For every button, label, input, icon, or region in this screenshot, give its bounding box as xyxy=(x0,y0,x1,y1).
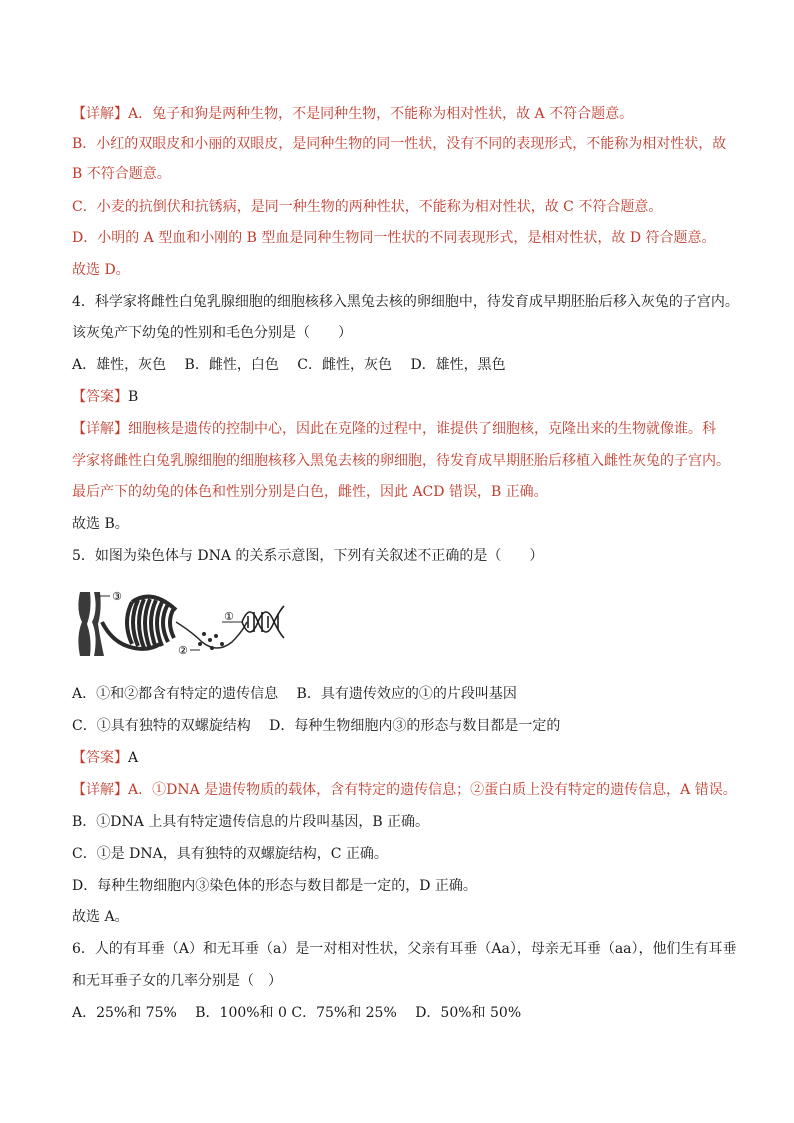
answer-value: B xyxy=(128,389,139,405)
double-helix xyxy=(242,606,284,638)
label-2: ② xyxy=(178,644,188,657)
text-line xyxy=(72,260,130,280)
line-text: 学家将雌性白兔乳腺细胞的细胞核移入黑兔去核的卵细胞，待发育成早期胚胎后移植入雌性灰兔的子宫内。 xyxy=(72,453,730,469)
line-text: 故选 B。 xyxy=(72,516,129,532)
line-text: B．①DNA 上具有特定遗传信息的片段叫基因，B 正确。 xyxy=(72,814,430,830)
text-line xyxy=(72,197,662,217)
text-line xyxy=(72,419,716,439)
line-text: 4．科学家将雌性白兔乳腺细胞的细胞核移入黑兔去核的卵细胞中，待发育成早期胚胎后移入灰兔的子宫内。 xyxy=(72,294,739,310)
line-text: 细胞核是遗传的控制中心，因此在克隆的过程中，谁提供了细胞核，克隆出来的生物就像谁。科 xyxy=(128,421,716,437)
line-text: 故选 D。 xyxy=(72,262,130,278)
text-line xyxy=(72,876,477,896)
question-4-stem xyxy=(72,323,352,343)
question-6-stem xyxy=(72,939,737,959)
text-line xyxy=(72,164,171,184)
line-text: 该灰兔产下幼兔的性别和毛色分别是（ ） xyxy=(72,325,352,341)
question-4-options xyxy=(72,355,506,375)
text-line xyxy=(72,451,730,471)
text-line xyxy=(72,482,548,502)
line-text: 和无耳垂子女的几率分别是（ ） xyxy=(72,973,282,989)
tag-label: 【答案】 xyxy=(72,389,128,405)
text-line xyxy=(72,844,388,864)
line-text: C．小麦的抗倒伏和抗锈病，是同一种生物的两种性状，不能称为相对性状，故 C 不符合题意。 xyxy=(72,199,663,215)
answer-line xyxy=(72,748,138,768)
tag-label: 【详解】 xyxy=(72,782,128,798)
chromosome-shape xyxy=(78,592,104,656)
chromatin-coil xyxy=(102,597,176,649)
question-6-stem xyxy=(72,971,282,991)
text-line xyxy=(72,812,429,832)
question-5-options xyxy=(72,716,560,736)
text-line xyxy=(72,514,129,534)
line-text: C．①是 DNA，具有独特的双螺旋结构，C 正确。 xyxy=(72,846,388,862)
text-line xyxy=(72,228,716,248)
question-5-options xyxy=(72,684,517,704)
line-text: 6．人的有耳垂（A）和无耳垂（a）是一对相对性状，父亲有耳垂（Aa），母亲无耳垂（aa），他们生有耳垂 xyxy=(72,941,737,957)
line-text: A．25%和 75% B．100%和 0 C．75%和 25% D．50%和 50% xyxy=(72,1005,522,1021)
line-text: D．每种生物细胞内③染色体的形态与数目都是一定的，D 正确。 xyxy=(72,878,477,894)
tag-label: 【详解】 xyxy=(72,106,128,122)
line-text: A．①DNA 是遗传物质的载体，含有特定的遗传信息；②蛋白质上没有特定的遗传信息，A 错误。 xyxy=(128,782,737,798)
text-line xyxy=(72,134,726,154)
question-5-stem xyxy=(72,546,543,566)
line-text: D．小明的 A 型血和小刚的 B 型血是同种生物同一性状的不同表现形式，是相对性状，故 D 符合题意。 xyxy=(72,230,716,246)
line-text: B．小红的双眼皮和小丽的双眼皮，是同种生物的同一性状，没有不同的表现形式，不能称为相对性状，故 xyxy=(72,136,727,152)
text-line xyxy=(72,104,633,124)
label-3: ③ xyxy=(112,590,122,603)
line-text: 最后产下的幼兔的体色和性别分别是白色，雌性，因此 ACD 错误，B 正确。 xyxy=(72,484,548,500)
question-6-options xyxy=(72,1003,521,1023)
chromosome-dna-diagram xyxy=(72,582,287,664)
answer-value: A xyxy=(128,750,139,766)
line-text: A．①和②都含有特定的遗传信息 B．具有遗传效应的①的片段叫基因 xyxy=(72,686,517,702)
line-text: A．兔子和狗是两种生物，不是同种生物，不能称为相对性状，故 A 不符合题意。 xyxy=(128,106,634,122)
tag-label: 【详解】 xyxy=(72,421,128,437)
tag-label: 【答案】 xyxy=(72,750,128,766)
line-text: 5．如图为染色体与 DNA 的关系示意图，下列有关叙述不正确的是（ ） xyxy=(72,548,544,564)
line-text: 故选 A。 xyxy=(72,909,129,925)
question-4-stem xyxy=(72,292,739,312)
line-text: B 不符合题意。 xyxy=(72,166,171,182)
line-text: C．①具有独特的双螺旋结构 D．每种生物细胞内③的形态与数目都是一定的 xyxy=(72,718,561,734)
text-line xyxy=(72,780,737,800)
text-line xyxy=(72,907,129,927)
answer-line xyxy=(72,387,138,407)
label-1: ① xyxy=(224,610,234,623)
line-text: A．雄性，灰色 B．雌性，白色 C．雌性，灰色 D．雄性，黑色 xyxy=(72,357,506,373)
